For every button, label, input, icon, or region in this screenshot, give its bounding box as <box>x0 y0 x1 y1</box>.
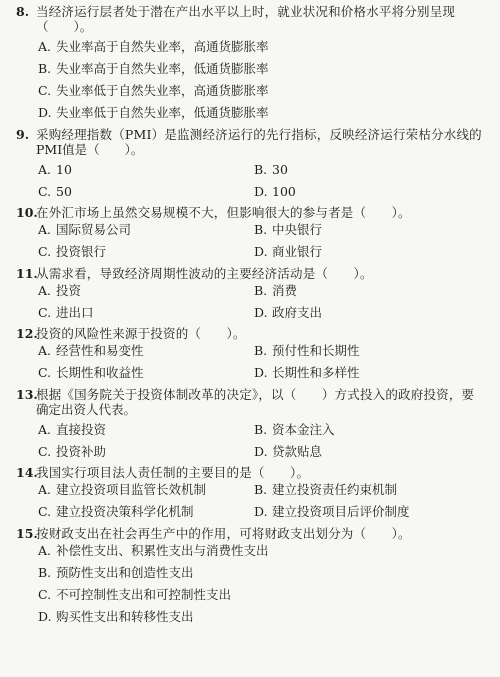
option-b: B. 30 <box>254 161 288 177</box>
option-c: C. 50 <box>38 183 72 199</box>
options <box>16 280 486 324</box>
option-c: C. 失业率低于自然失业率，高通货膨胀率 <box>38 83 269 99</box>
option-b: B. 资本金注入 <box>254 421 335 437</box>
option-a: A. 10 <box>38 161 72 177</box>
option-d: D. 长期性和多样性 <box>254 365 360 381</box>
option-c: C. 进出口 <box>38 304 94 320</box>
question-number: 14. <box>16 465 38 480</box>
question-text: 从需求看，导致经济周期性波动的主要经济活动是（ ）。 <box>36 265 373 281</box>
option-a: A. 经营性和易变性 <box>38 343 144 359</box>
option-b: B. 预付性和长期性 <box>254 343 360 359</box>
question-text-continued: PMI值是（ ）。 <box>36 141 144 157</box>
question-number: 12. <box>16 326 38 341</box>
options <box>16 37 486 125</box>
question-text: 我国实行项目法人责任制的主要目的是（ ）。 <box>36 465 310 480</box>
question-number: 8. <box>16 4 30 19</box>
question-text: 按财政支出在社会再生产中的作用，可将财政支出划分为（ ）。 <box>36 525 411 541</box>
option-c: C. 不可控制性支出和可控制性支出 <box>38 586 232 602</box>
question-text-continued: （ ）。 <box>36 19 93 35</box>
question-8 <box>16 6 486 125</box>
option-b: B. 消费 <box>254 282 298 298</box>
question-10 <box>16 207 486 264</box>
options <box>16 159 486 203</box>
option-d: D. 购买性支出和转移性支出 <box>38 608 194 624</box>
option-a: A. 失业率高于自然失业率，高通货膨胀率 <box>38 39 269 55</box>
option-c: C. 建立投资决策科学化机制 <box>38 504 194 520</box>
options <box>16 419 486 463</box>
option-a: A. 直接投资 <box>38 421 107 437</box>
question-text: 在外汇市场上虽然交易规模不大，但影响很大的参与者是（ ）。 <box>36 205 411 220</box>
question-13 <box>16 386 486 464</box>
question-9 <box>16 126 486 204</box>
question-number: 11. <box>16 265 38 281</box>
option-b: B. 失业率高于自然失业率，低通货膨胀率 <box>38 61 269 77</box>
question-text: 投资的风险性来源于投资的（ ）。 <box>36 326 246 341</box>
question-text: 采购经理指数（PMI）是监测经济运行的先行指标，反映经济运行荣枯分水线的 <box>36 126 482 142</box>
option-d: D. 政府支出 <box>254 304 323 320</box>
option-c: C. 投资银行 <box>38 244 107 260</box>
option-a: A. 国际贸易公司 <box>38 222 132 238</box>
option-c: C. 投资补助 <box>38 443 107 459</box>
question-15 <box>16 525 486 629</box>
question-text-continued: 确定出资人代表。 <box>36 401 137 417</box>
option-b: B. 建立投资责任约束机制 <box>254 482 398 498</box>
option-a: A. 投资 <box>38 282 82 298</box>
option-d: D. 失业率低于自然失业率，低通货膨胀率 <box>38 105 269 121</box>
question-text: 当经济运行层者处于潜在产出水平以上时，就业状况和价格水平将分别呈现 <box>36 4 456 19</box>
question-14 <box>16 467 486 524</box>
options <box>16 480 486 524</box>
options <box>16 220 486 264</box>
question-11 <box>16 265 486 325</box>
option-d: D. 100 <box>254 183 296 199</box>
question-number: 9. <box>16 126 30 142</box>
options <box>16 540 486 628</box>
question-number: 13. <box>16 386 38 402</box>
option-a: A. 建立投资项目监管长效机制 <box>38 482 207 498</box>
question-number: 15. <box>16 525 38 541</box>
question-text: 根据《国务院关于投资体制改革的决定》，以（ ）方式投入的政府投资，要 <box>36 386 475 402</box>
option-d: D. 贷款贴息 <box>254 443 323 459</box>
option-a: A. 补偿性支出、积累性支出与消费性支出 <box>38 542 269 558</box>
option-c: C. 长期性和收益性 <box>38 365 144 381</box>
option-d: D. 商业银行 <box>254 244 323 260</box>
options <box>16 341 486 385</box>
question-number: 10. <box>16 205 38 220</box>
option-b: B. 中央银行 <box>254 222 323 238</box>
question-12 <box>16 328 486 385</box>
option-d: D. 建立投资项目后评价制度 <box>254 504 410 520</box>
option-b: B. 预防性支出和创造性支出 <box>38 564 194 580</box>
